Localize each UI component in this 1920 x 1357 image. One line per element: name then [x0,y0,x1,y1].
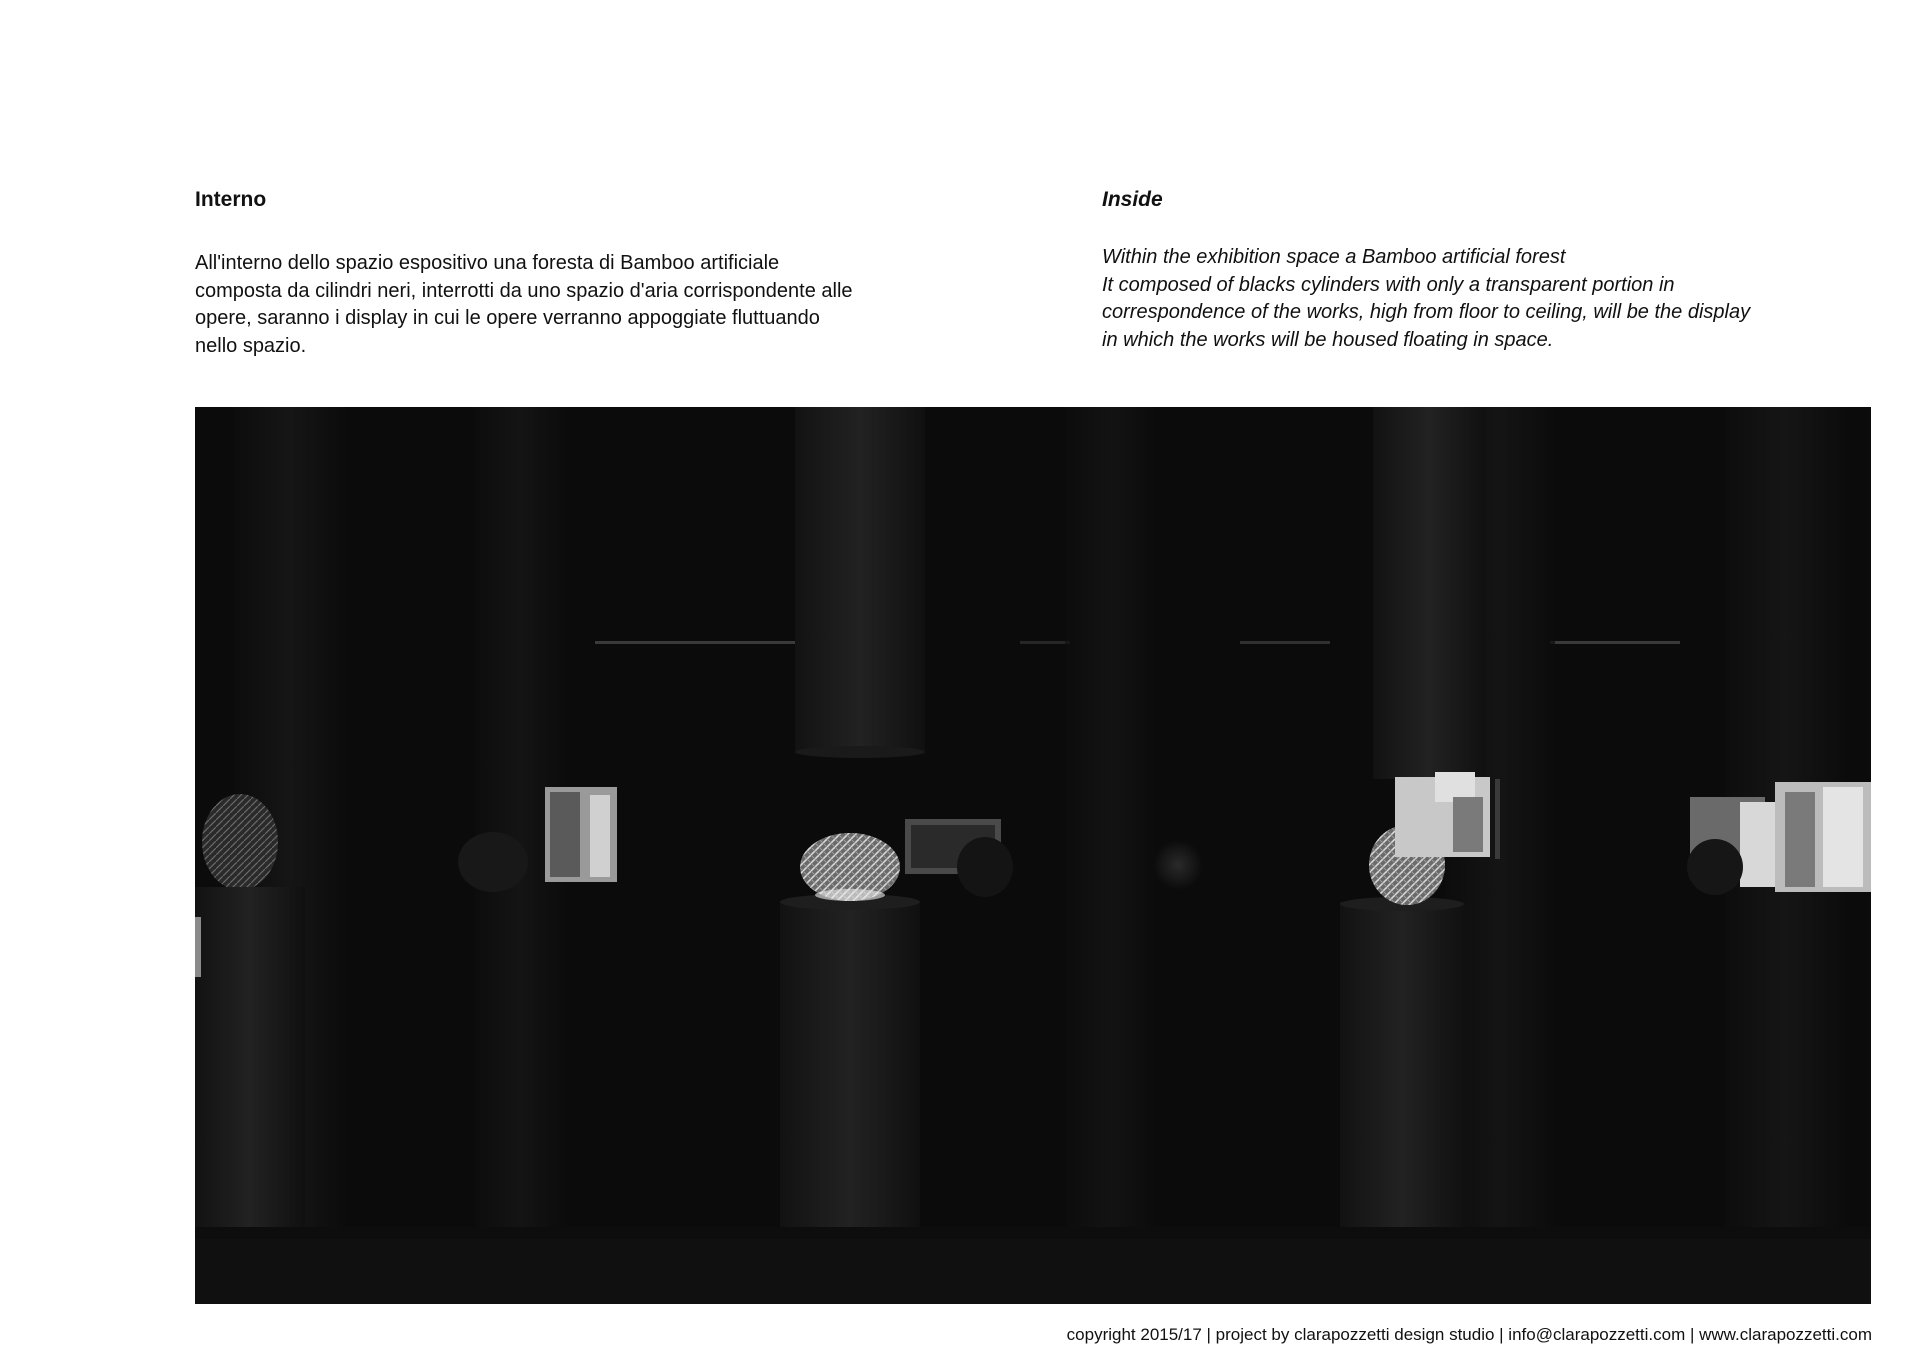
english-line-2: It composed of blacks cylinders with only a transparent portion in [1102,273,1675,296]
italian-line-3: opere, saranno i display in cui le opere verranno appoggiate fluttuando [195,307,820,329]
english-line-1: Within the exhibition space a Bamboo artificial forest [1102,246,1566,268]
exhibition-scene [195,407,1871,1304]
english-paragraph [1102,244,1872,354]
english-line-3: correspondence of the works, high from floor to ceiling, will be the display [1102,301,1751,323]
italian-paragraph [195,250,985,360]
italian-heading: Interno [195,188,267,211]
italian-line-2: composta da cilindri neri, interrotti da uno spazio d'aria corrispondente alle [195,279,853,302]
english-heading: Inside [1102,188,1163,211]
english-section [1102,188,1872,354]
exhibition-photo [195,407,1871,1304]
italian-section [195,188,985,360]
english-line-4: in which the works will be housed floating in space. [1102,328,1554,351]
italian-line-4: nello spazio. [195,334,307,357]
footer-copyright: copyright 2015/17 | project by clarapozzetti design studio | info@clarapozzetti.com | www.clarapozzetti.com [1066,1325,1872,1344]
italian-line-1: All'interno dello spazio espositivo una foresta di Bamboo artificiale [195,252,780,274]
